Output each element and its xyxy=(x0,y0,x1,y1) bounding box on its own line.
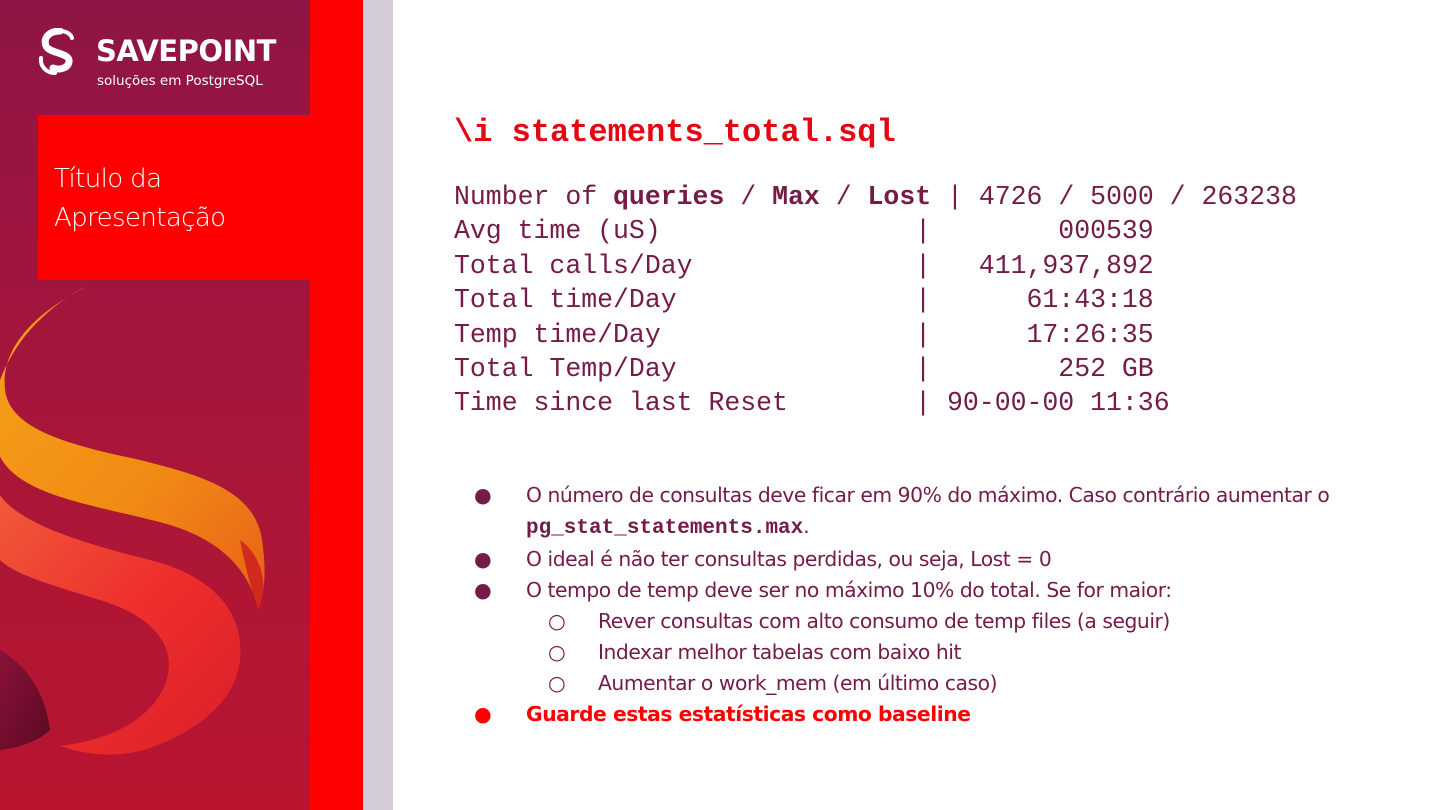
savepoint-logo-icon xyxy=(38,28,82,76)
brand-name: SAVEPOINT xyxy=(96,34,276,68)
bullet-icon: ● xyxy=(474,702,492,726)
sub-bullet-icon: ○ xyxy=(548,609,566,633)
sub-bullet-icon: ○ xyxy=(548,671,566,695)
list-item-text xyxy=(526,480,1374,544)
sub-list-item xyxy=(474,606,1374,637)
stats-row-temp-time: Temp time/Day | 17:26:35 xyxy=(454,319,1154,350)
bullet-list xyxy=(474,480,1374,730)
bullet-icon: ● xyxy=(474,578,492,602)
stats-header-row xyxy=(454,180,1297,214)
presentation-title: Título da Apresentação xyxy=(54,164,226,233)
bullet-1-code: pg_stat_statements.max xyxy=(526,517,804,540)
stats-header-lost: Lost xyxy=(867,182,932,212)
statistics-block xyxy=(454,180,1297,421)
sub-list-item xyxy=(474,637,1374,668)
bullet-4-text: Guarde estas estatísticas como baseline xyxy=(526,702,971,726)
bullet-icon: ● xyxy=(474,547,492,571)
bullet-2-text: O ideal é não ter consultas perdidas, ou seja, Lost = 0 xyxy=(526,547,1052,571)
sub-list-item xyxy=(474,668,1374,699)
red-accent-strip xyxy=(310,0,363,810)
sub-item-2-text: Indexar melhor tabelas com baixo hit xyxy=(598,640,961,664)
list-item xyxy=(474,575,1374,606)
title-box xyxy=(38,115,310,280)
stats-header-sep1: / xyxy=(724,182,773,212)
decorative-swirl xyxy=(0,270,310,810)
stats-header-max: Max xyxy=(772,182,820,212)
sub-item-3-text: Aumentar o work_mem (em último caso) xyxy=(598,671,998,695)
stats-header-sep2: / xyxy=(819,182,868,212)
list-item-highlight xyxy=(474,699,1374,730)
bullet-3-text: O tempo de temp deve ser no máximo 10% do total. Se for maior: xyxy=(526,578,1172,602)
bullet-1-end: . xyxy=(803,514,810,538)
list-item xyxy=(474,544,1374,575)
sub-item-1-text: Rever consultas com alto consumo de temp files (a seguir) xyxy=(598,609,1170,633)
list-item xyxy=(474,480,1374,544)
savepoint-logo xyxy=(38,28,288,94)
grey-accent-strip xyxy=(363,0,393,810)
stats-row-total-time: Total time/Day | 61:43:18 xyxy=(454,285,1154,316)
stats-row-avg-time: Avg time (uS) | 000539 xyxy=(454,216,1154,247)
stats-header-value: | 4726 / 5000 / 263238 xyxy=(931,182,1297,212)
brand-tagline: soluções em PostgreSQL xyxy=(97,73,263,89)
bullet-1-text: O número de consultas deve ficar em 90% do máximo. Caso contrário aumentar o xyxy=(526,483,1330,507)
sql-command: \i statements_total.sql xyxy=(454,114,896,151)
stats-row-time-since-reset: Time since last Reset | 90-00-00 11:36 xyxy=(454,388,1170,419)
stats-row-total-calls: Total calls/Day | 411,937,892 xyxy=(454,250,1154,281)
stats-header-prefix: Number of xyxy=(454,182,614,212)
bullet-icon: ● xyxy=(474,483,492,507)
stats-header-queries: queries xyxy=(613,182,725,212)
sub-bullet-icon: ○ xyxy=(548,640,566,664)
stats-row-total-temp: Total Temp/Day | 252 GB xyxy=(454,353,1154,384)
